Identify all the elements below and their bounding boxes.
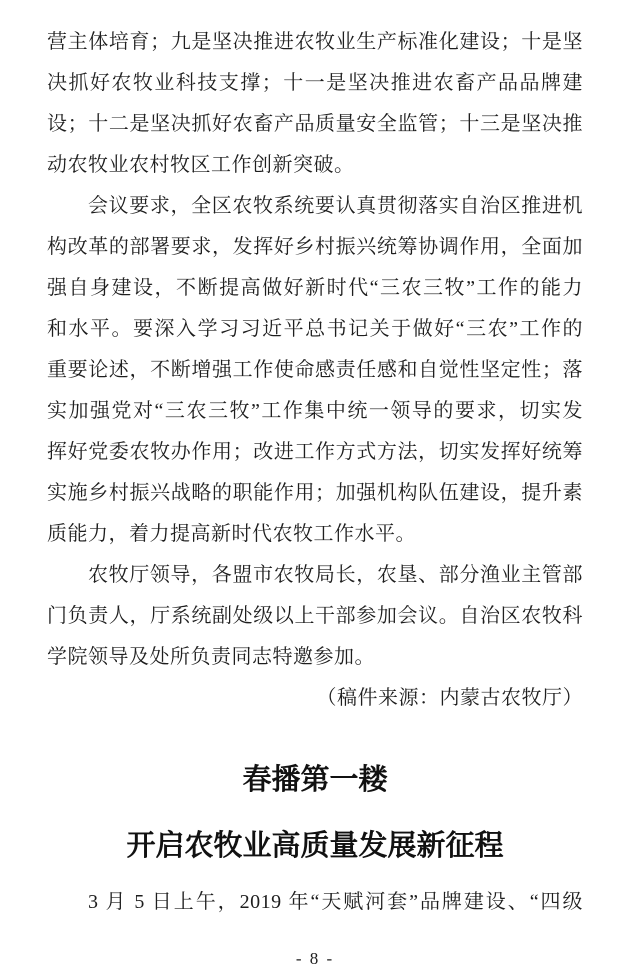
source-attribution: （稿件来源：内蒙古农牧厅） (316, 687, 583, 709)
page-number: - 8 - (295, 949, 335, 968)
body-line: 门负责人，厅系统副处级以上干部参加会议。自治区农牧科 (47, 605, 583, 627)
body-line: 强自身建设，不断提高做好新时代“三农三牧”工作的能力 (47, 277, 583, 299)
body-line: 农牧厅领导，各盟市农牧局长，农垦、部分渔业主管部 (88, 564, 583, 586)
page-content (47, 22, 583, 923)
paragraph (47, 882, 583, 923)
body-line: 学院领导及处所负责同志特邀参加。 (47, 646, 375, 668)
body-line: 3 月 5 日上午，2019 年“天赋河套”品牌建设、“四级 (88, 891, 583, 913)
body-line: 决抓好农牧业科技支撑；十一是坚决推进农畜产品品牌建 (47, 72, 583, 94)
body-line: 挥好党委农牧办作用；改进工作方式方法，切实发挥好统筹 (47, 441, 583, 463)
body-line: 动农牧业农村牧区工作创新突破。 (47, 154, 355, 176)
body-line: 构改革的部署要求，发挥好乡村振兴统筹协调作用，全面加 (47, 236, 583, 258)
article-title-line1: 春播第一耧 (242, 764, 388, 796)
body-line: 重要论述，不断增强工作使命感责任感和自觉性坚定性；落 (47, 359, 583, 381)
paragraph (47, 186, 583, 555)
body-line: 会议要求，全区农牧系统要认真贯彻落实自治区推进机 (88, 195, 583, 217)
body-line: 设；十二是坚决抓好农畜产品质量安全监管；十三是坚决推 (47, 113, 583, 135)
body-line: 和水平。要深入学习习近平总书记关于做好“三农”工作的 (47, 318, 583, 340)
paragraph (47, 555, 583, 678)
body-line: 实施乡村振兴战略的职能作用；加强机构队伍建设，提升素 (47, 482, 583, 504)
body-line: 营主体培育；九是坚决推进农牧业生产标准化建设；十是坚 (47, 31, 583, 53)
paragraph (47, 22, 583, 186)
body-line: 质能力，着力提高新时代农牧工作水平。 (47, 523, 416, 545)
body-line: 实加强党对“三农三牧”工作集中统一领导的要求，切实发 (47, 400, 583, 422)
article-title-line2: 开启农牧业高质量发展新征程 (126, 830, 504, 862)
